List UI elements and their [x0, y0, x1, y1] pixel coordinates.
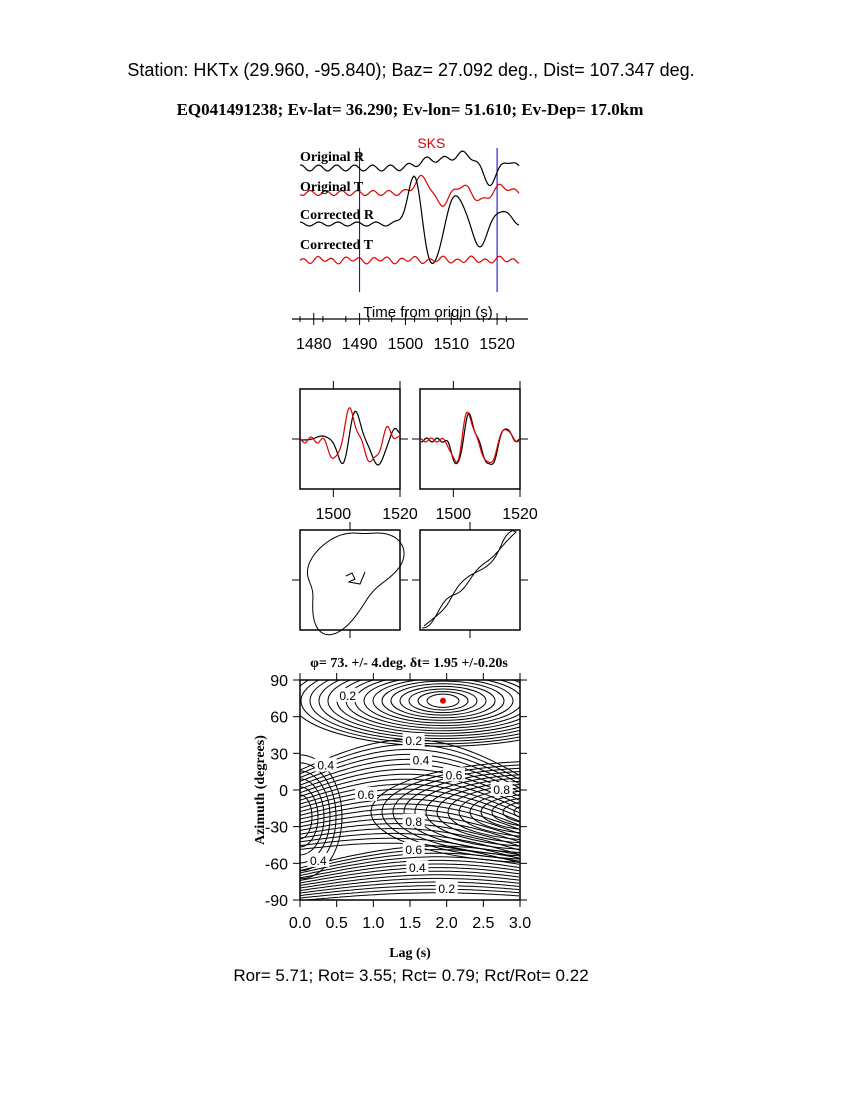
- contour-line: [481, 793, 609, 831]
- contour-value-label: 0.2: [405, 734, 423, 749]
- comparison-x-tick-label: 1520: [382, 506, 418, 523]
- contour-value-label: 0.6: [445, 768, 463, 783]
- azimuth-tick-label: -30: [264, 819, 288, 837]
- contour-line: [448, 784, 642, 841]
- lag-tick-label: 0.0: [288, 915, 312, 932]
- contour-value-label: 0.4: [309, 853, 327, 868]
- azimuth-tick-label: 30: [270, 746, 288, 764]
- comparison-panels: [292, 381, 538, 523]
- particle-motion-original: [308, 533, 405, 635]
- comparison-box-original: [300, 389, 400, 489]
- contour-line: [514, 803, 576, 821]
- lag-tick-label: 1.5: [398, 915, 422, 932]
- lag-axis-label: Lag (s): [389, 946, 431, 961]
- comparison-corrected-r: [421, 413, 519, 464]
- azimuth-tick-label: 0: [279, 783, 288, 800]
- lag-tick-label: 2.0: [435, 915, 458, 932]
- contour-panel: [253, 655, 719, 961]
- trace-label-original-r: Original R: [300, 150, 365, 165]
- comparison-original-r: [301, 411, 399, 465]
- trace-label-original-t: Original T: [300, 180, 364, 195]
- contour-value-label: 0.8: [405, 814, 423, 829]
- contour-line: [426, 777, 664, 847]
- comparison-x-tick-label: 1500: [315, 506, 352, 523]
- wave-x-tick-label: 1500: [387, 336, 424, 353]
- contour-value-label: 0.2: [438, 882, 456, 896]
- lag-tick-label: 0.5: [325, 915, 348, 932]
- wave-x-axis-label: Time from origin (s): [363, 304, 493, 321]
- azimuth-tick-label: 90: [270, 673, 288, 690]
- contour-value-label: 0.6: [357, 787, 375, 802]
- station-header: Station: HKTx (29.960, -95.840); Baz= 27.092 deg., Dist= 107.347 deg.: [127, 60, 695, 80]
- ratio-summary: Ror= 5.71; Rot= 3.55; Rct= 0.79; Rct/Rot= 0.22: [233, 966, 589, 985]
- wave-x-tick-label: 1510: [433, 336, 470, 353]
- trace-corrected-t: [300, 256, 519, 264]
- contour-value-label: 0.4: [317, 758, 335, 773]
- trace-label-corrected-t: Corrected T: [300, 238, 373, 253]
- best-fit-marker: [440, 698, 446, 704]
- comparison-corrected-t: [421, 412, 519, 462]
- wave-x-tick-label: 1520: [479, 336, 515, 353]
- contour-line: [459, 787, 631, 837]
- event-header: EQ041491238; Ev-lat= 36.290; Ev-lon= 51.610; Ev-Dep= 17.0km: [176, 100, 644, 119]
- particle-box-original: [300, 530, 400, 630]
- phase-label: SKS: [417, 135, 446, 151]
- contour-value-label: 0.4: [408, 861, 426, 876]
- azimuth-tick-label: 60: [270, 709, 288, 727]
- comparison-x-tick-label: 1500: [435, 506, 472, 523]
- particle-motion-corrected: [422, 531, 516, 629]
- lag-tick-label: 2.5: [472, 915, 495, 932]
- wave-x-tick-label: 1490: [341, 336, 378, 353]
- trace-label-corrected-r: Corrected R: [300, 208, 374, 223]
- azimuth-tick-label: -90: [264, 893, 288, 910]
- comparison-x-ticks: [316, 381, 538, 523]
- comparison-x-tick-label: 1520: [502, 506, 538, 523]
- contour-line: [503, 800, 587, 825]
- contour-title: φ= 73. +/- 4.deg. δt= 1.95 +/-0.20s: [310, 656, 508, 671]
- lag-tick-label: 3.0: [508, 915, 532, 932]
- contour-line: [437, 780, 653, 843]
- contour-value-label: 0.4: [412, 753, 430, 768]
- particle-motion-panels: [292, 522, 528, 638]
- contour-value-label: 0.6: [405, 842, 423, 857]
- azimuth-axis-label: Azimuth (degrees): [253, 735, 268, 845]
- azimuth-tick-label: -60: [264, 856, 288, 874]
- lag-tick-label: 1.0: [362, 915, 385, 932]
- contour-value-label: 0.8: [493, 783, 511, 797]
- contour-value-label: 0.2: [339, 688, 357, 703]
- wave-x-tick-label: 1480: [295, 336, 332, 353]
- waveform-panel: [292, 135, 528, 353]
